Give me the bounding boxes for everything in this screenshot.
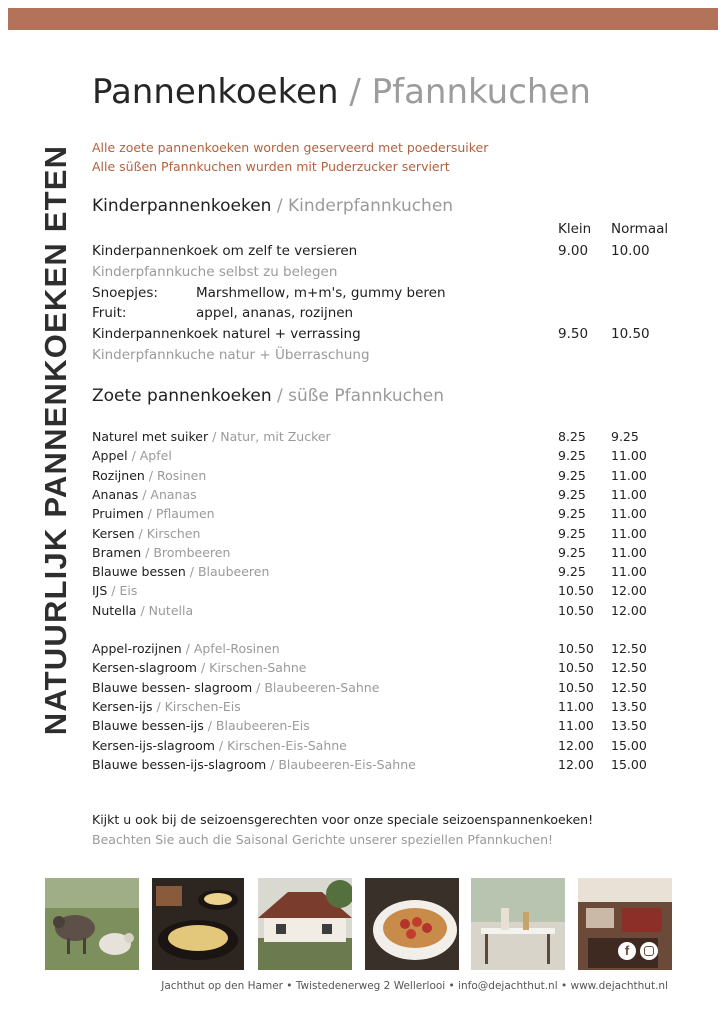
title-nl: Pannenkoeken <box>92 72 339 112</box>
kids-item-surprise-de: Kinderpfannkuche natur + Überraschung <box>92 347 370 363</box>
menu-row <box>92 757 692 777</box>
item-name <box>92 699 241 714</box>
instagram-icon <box>640 942 658 960</box>
item-name-de: / Blaubeeren-Sahne <box>252 679 380 695</box>
price-normal: 11.00 <box>611 544 647 560</box>
item-name-de: / Kirschen-Eis <box>152 698 241 714</box>
item-name-de: / Rosinen <box>144 467 207 483</box>
item-name-de: / Pflaumen <box>143 506 215 522</box>
item-name-nl: Ananas <box>92 486 139 502</box>
pancake-pan-photo <box>152 878 244 970</box>
menu-row <box>92 429 692 449</box>
sidebar-title-text: NATUURLIJK PANNENKOEKEN ETEN <box>38 144 74 736</box>
price-small: 11.00 <box>558 718 594 734</box>
price-small: 9.25 <box>558 564 586 580</box>
farmhouse-photo <box>258 878 352 970</box>
column-header-small: Klein <box>558 221 592 237</box>
item-name-nl: Bramen <box>92 544 142 560</box>
item-name <box>92 429 331 444</box>
facebook-icon: f <box>618 942 636 960</box>
price-small: 9.50 <box>558 326 589 342</box>
price-normal: 10.50 <box>611 326 650 342</box>
item-name-de: / Kirschen-Eis-Sahne <box>214 737 347 753</box>
price-small: 10.50 <box>558 660 594 676</box>
item-name-de: / Eis <box>107 583 138 599</box>
price-normal: 12.50 <box>611 660 647 676</box>
item-name-nl: IJS <box>92 583 108 599</box>
sheep-photo <box>45 878 139 970</box>
price-small: 8.25 <box>558 429 586 444</box>
item-name-de: / Brombeeren <box>141 544 231 560</box>
item-name-nl: Blauwe bessen-ijs-slagroom <box>92 756 267 772</box>
item-name-nl: Blauwe bessen- slagroom <box>92 679 253 695</box>
sidebar-title <box>30 70 82 810</box>
footer-contact: Jachthut op den Hamer • Twistedenerweg 2 Wellerlooi • info@dejachthut.nl • www.dejachthut.nl <box>161 980 668 992</box>
item-name: Kinderpannenkoek om zelf te versieren <box>92 243 358 259</box>
seasonal-note-de: Beachten Sie auch die Saisonal Gerichte unserer speziellen Pfannkuchen! <box>92 832 554 847</box>
item-name-de: / Ananas <box>138 486 197 502</box>
price-small: 12.00 <box>558 737 594 753</box>
price-normal: 12.50 <box>611 679 647 695</box>
fruit-value: appel, ananas, rozijnen <box>196 305 354 321</box>
item-name-nl: Blauwe bessen-ijs <box>92 718 204 734</box>
item-name-nl: Appel <box>92 448 128 464</box>
item-name <box>92 660 307 675</box>
kids-fruit-line <box>92 305 353 321</box>
price-normal: 15.00 <box>611 756 647 772</box>
kids-item-surprise <box>92 326 692 346</box>
price-small: 9.25 <box>558 525 586 541</box>
menu-row <box>92 718 692 738</box>
menu-row <box>92 564 692 584</box>
dining-room-photo <box>578 878 672 970</box>
price-normal: 13.50 <box>611 718 647 734</box>
item-name-de: / Kirschen <box>134 525 201 541</box>
snoepjes-value: Marshmellow, m+m's, gummy beren <box>196 285 446 301</box>
item-name-nl: Kersen-ijs-slagroom <box>92 737 215 753</box>
price-small: 9.25 <box>558 544 586 560</box>
price-normal: 12.00 <box>611 602 647 618</box>
item-name <box>92 738 347 753</box>
item-name <box>92 641 280 656</box>
item-name <box>92 487 197 502</box>
item-name-de: / Blaubeeren-Eis-Sahne <box>266 756 416 772</box>
item-name-de: / Kirschen-Sahne <box>196 660 307 676</box>
item-name-nl: Kersen <box>92 525 135 541</box>
page-title <box>92 72 591 112</box>
item-name <box>92 448 172 463</box>
item-name: Kinderpannenkoek naturel + verrassing <box>92 326 361 342</box>
item-name <box>92 757 416 772</box>
price-small: 10.50 <box>558 641 594 656</box>
item-name-nl: Appel-rozijnen <box>92 641 182 656</box>
menu-row <box>92 641 692 661</box>
item-name-de: / Blaubeeren <box>185 564 270 580</box>
item-name <box>92 526 200 541</box>
price-normal: 13.50 <box>611 698 647 714</box>
snoepjes-label: Snoepjes: <box>92 285 158 301</box>
kids-snoepjes-line <box>92 285 446 301</box>
item-name-nl: Kersen-ijs <box>92 698 153 714</box>
menu-row <box>92 660 692 680</box>
price-small: 10.50 <box>558 602 594 618</box>
item-name <box>92 583 137 598</box>
price-normal: 15.00 <box>611 737 647 753</box>
section-heading-kids <box>92 196 453 216</box>
menu-row <box>92 680 692 700</box>
item-name <box>92 718 310 733</box>
sweet-heading-de: / süße Pfannkuchen <box>277 386 445 406</box>
menu-row <box>92 738 692 758</box>
item-name-de: / Apfel-Rosinen <box>181 641 280 656</box>
item-name-de: / Nutella <box>136 602 194 618</box>
item-name-nl: Nutella <box>92 602 137 618</box>
menu-row <box>92 487 692 507</box>
price-small: 9.25 <box>558 506 586 522</box>
top-accent-bar <box>8 8 718 30</box>
intro-text <box>92 138 488 176</box>
price-normal: 12.50 <box>611 641 647 656</box>
price-normal: 11.00 <box>611 506 647 522</box>
menu-row <box>92 545 692 565</box>
price-normal: 11.00 <box>611 448 647 464</box>
item-name <box>92 468 206 483</box>
price-small: 11.00 <box>558 698 594 714</box>
sweet-heading-nl: Zoete pannenkoeken <box>92 386 272 406</box>
price-normal: 11.00 <box>611 564 647 580</box>
kids-heading-nl: Kinderpannenkoeken <box>92 196 272 216</box>
item-name <box>92 506 215 521</box>
intro-de: Alle süßen Pfannkuchen wurden mit Puderzucker serviert <box>92 159 450 174</box>
price-normal: 12.00 <box>611 583 647 599</box>
menu-row <box>92 526 692 546</box>
intro-nl: Alle zoete pannenkoeken worden geserveerd met poedersuiker <box>92 140 489 155</box>
item-name-de: / Blaubeeren-Eis <box>203 718 310 734</box>
item-name-nl: Kersen-slagroom <box>92 660 197 676</box>
column-header-normal: Normaal <box>611 221 669 237</box>
price-normal: 11.00 <box>611 525 647 541</box>
item-name-nl: Rozijnen <box>92 467 145 483</box>
price-small: 10.50 <box>558 583 594 599</box>
menu-row <box>92 506 692 526</box>
price-normal: 11.00 <box>611 467 647 483</box>
item-name <box>92 545 230 560</box>
menu-row <box>92 448 692 468</box>
seasonal-note-nl: Kijkt u ook bij de seizoensgerechten voor onze speciale seizoenspannenkoeken! <box>92 812 594 827</box>
item-name <box>92 564 269 579</box>
item-name-de: / Apfel <box>127 448 172 464</box>
fruit-pancake-photo <box>365 878 459 970</box>
item-name-nl: Pruimen <box>92 506 144 522</box>
kids-heading-de: / Kinderpfannkuchen <box>276 196 454 216</box>
price-small: 10.50 <box>558 679 594 695</box>
price-normal: 11.00 <box>611 486 647 502</box>
restaurant-interior-photo <box>471 878 565 970</box>
item-name <box>92 603 193 618</box>
section-heading-sweet <box>92 386 444 406</box>
fruit-label: Fruit: <box>92 305 127 321</box>
price-small: 9.00 <box>558 243 589 259</box>
title-separator: / <box>349 72 361 112</box>
menu-row <box>92 699 692 719</box>
kids-item-self-decorate <box>92 243 692 263</box>
item-name-de: / Natur, mit Zucker <box>208 429 331 444</box>
price-small: 9.25 <box>558 467 586 483</box>
kids-item-self-decorate-de: Kinderpfannkuche selbst zu belegen <box>92 264 338 280</box>
price-normal: 10.00 <box>611 243 650 259</box>
item-name-nl: Blauwe bessen <box>92 564 186 580</box>
price-small: 12.00 <box>558 756 594 772</box>
item-name <box>92 680 379 695</box>
menu-row <box>92 583 692 603</box>
title-de: Pfannkuchen <box>371 72 591 112</box>
price-normal: 9.25 <box>611 429 639 444</box>
price-small: 9.25 <box>558 448 586 464</box>
menu-row <box>92 603 692 623</box>
menu-row <box>92 468 692 488</box>
item-name-nl: Naturel met suiker <box>92 429 209 444</box>
price-small: 9.25 <box>558 486 586 502</box>
